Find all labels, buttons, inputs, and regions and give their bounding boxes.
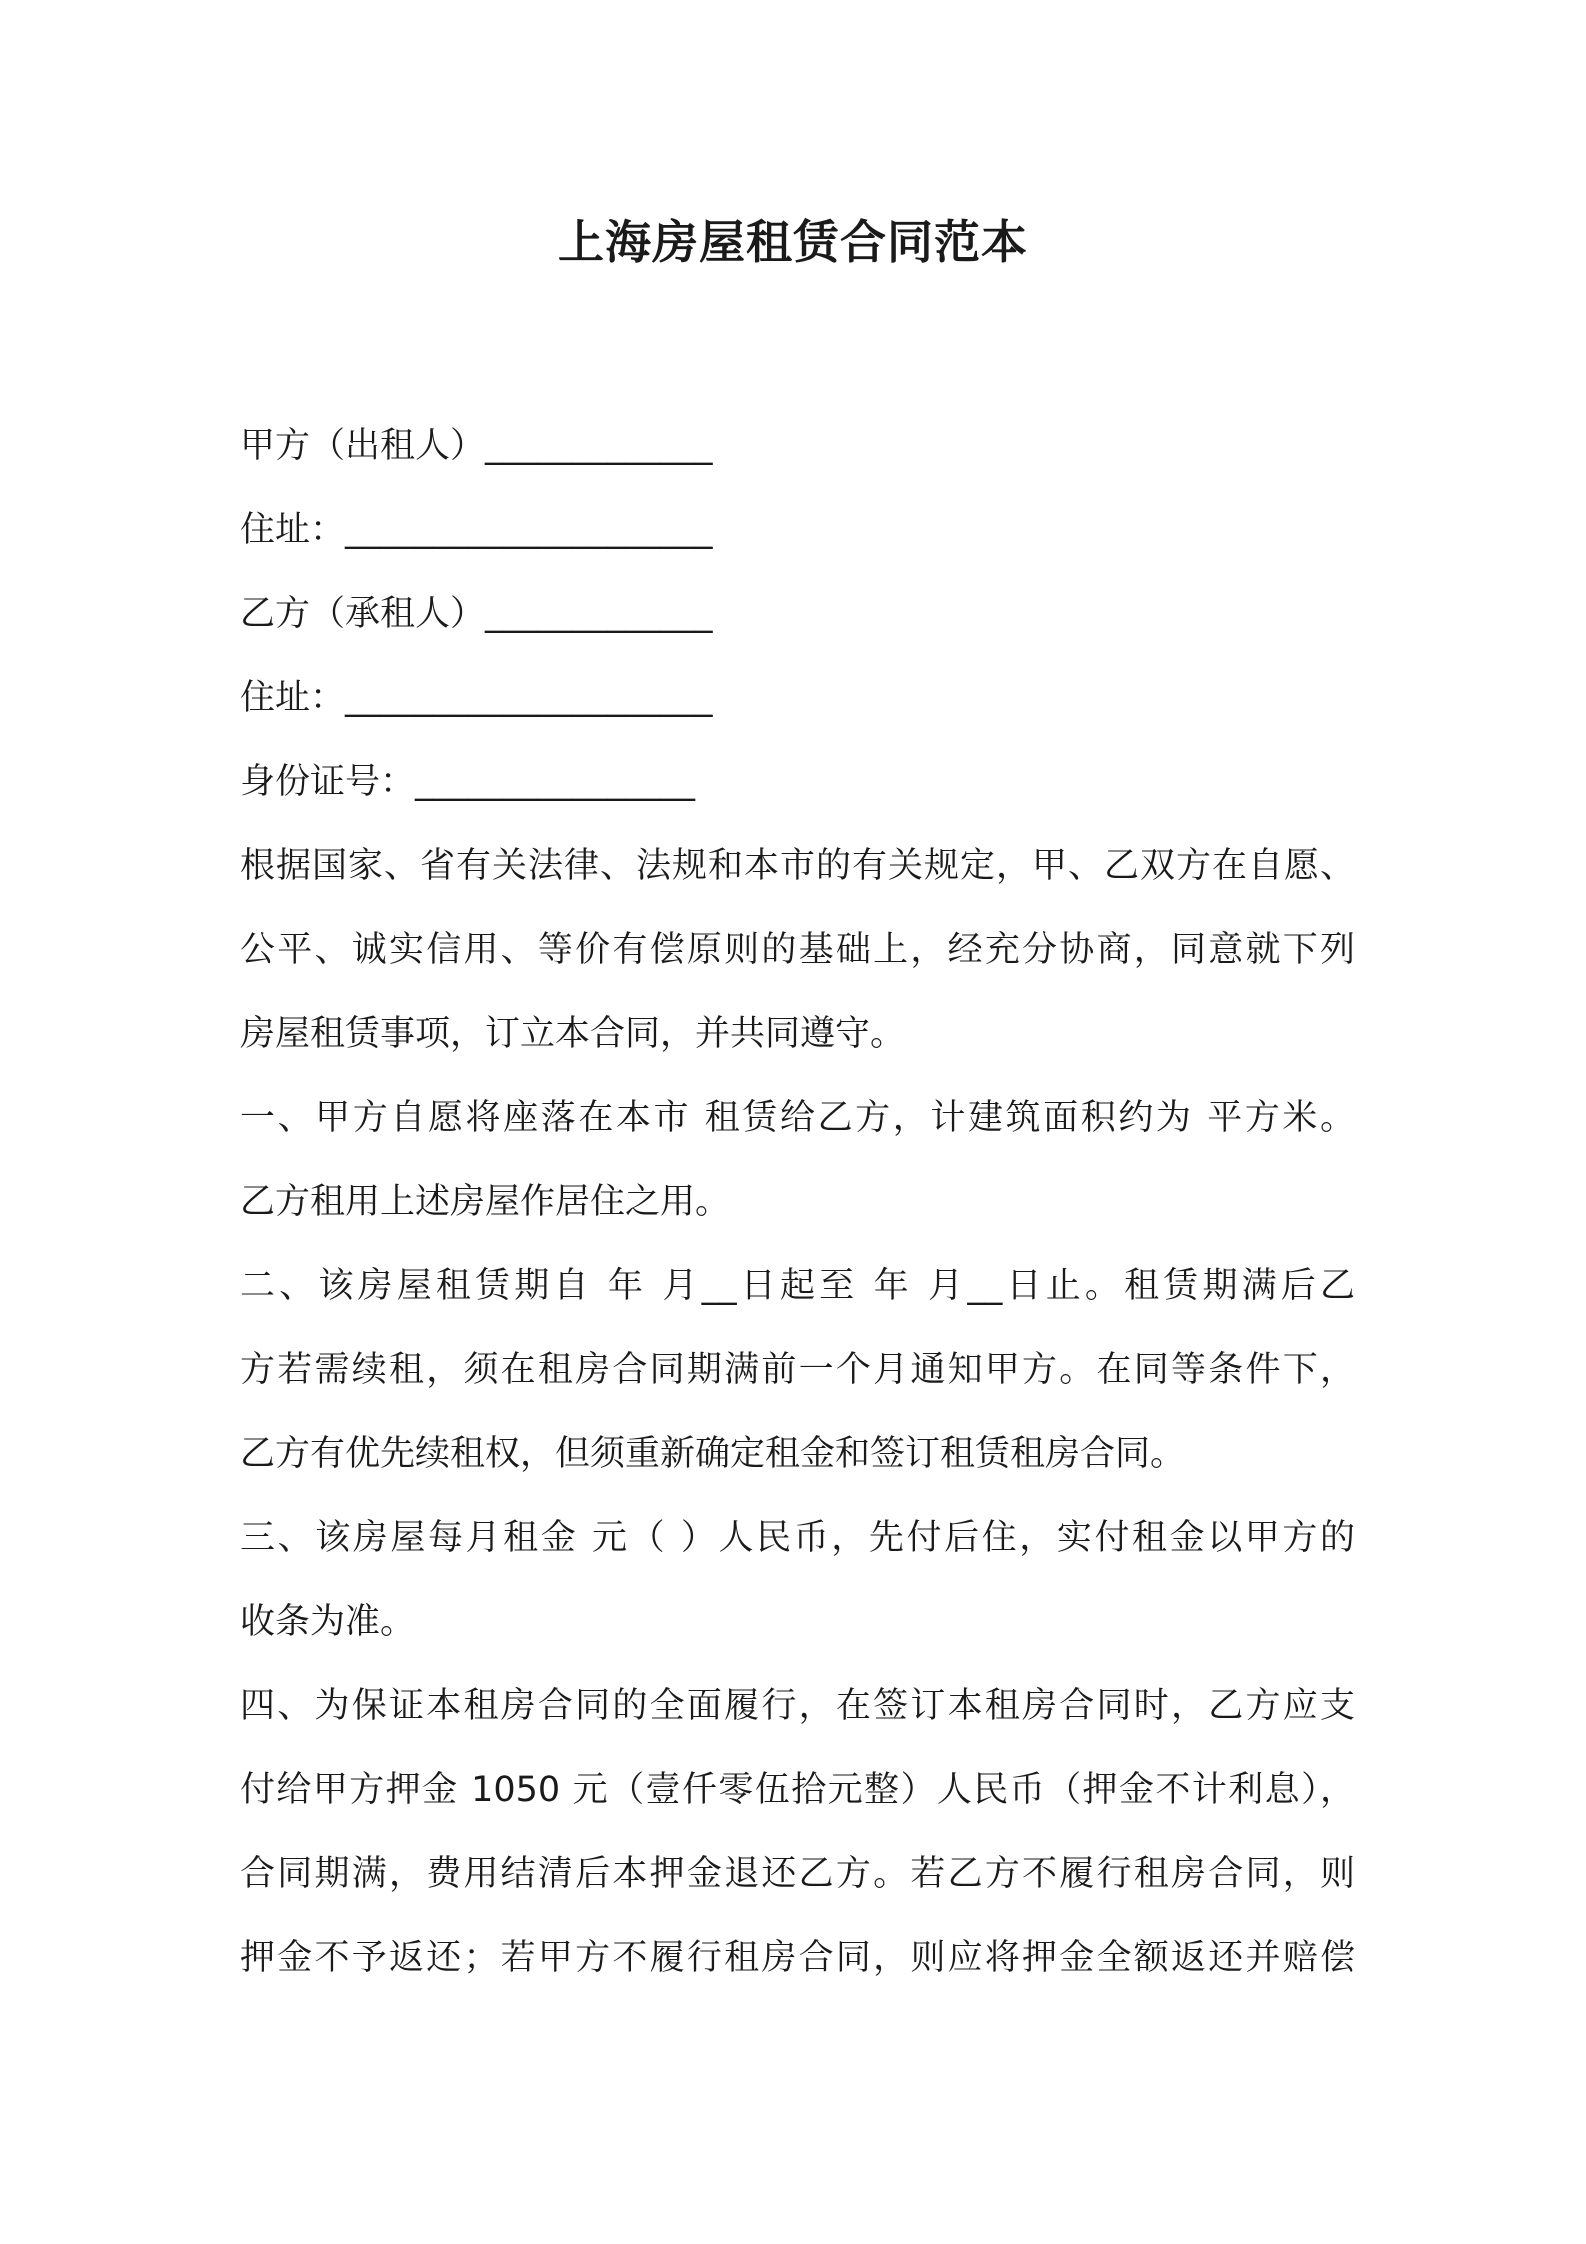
paragraph-line: 根据国家、省有关法律、法规和本市的有关规定，甲、乙双方在自愿、 — [240, 846, 1355, 886]
clause-2-line: 二、该房屋租赁期自 年 月__日起至 年 月__日止。租赁期满后乙 — [240, 1266, 1355, 1306]
party-a-address-line: 住址：_____________________ — [240, 510, 713, 550]
document-title: 上海房屋租赁合同范本 — [558, 215, 1028, 269]
clause-1-line: 一、甲方自愿将座落在本市 租赁给乙方，计建筑面积约为 平方米。 — [240, 1098, 1355, 1138]
clause-4-line: 押金不予返还；若甲方不履行租房合同，则应将押金全额返还并赔偿 — [240, 1938, 1355, 1978]
party-b-line: 乙方（承租人）_____________ — [240, 594, 713, 634]
clause-1-line: 乙方租用上述房屋作居住之用。 — [240, 1182, 731, 1222]
party-a-line: 甲方（出租人）_____________ — [240, 426, 713, 466]
clause-2-line: 乙方有优先续租权，但须重新确定租金和签订租赁租房合同。 — [240, 1434, 1186, 1474]
clause-4-line: 合同期满，费用结清后本押金退还乙方。若乙方不履行租房合同，则 — [240, 1854, 1355, 1894]
clause-3-line: 三、该房屋每月租金 元（ ）人民币，先付后住，实付租金以甲方的 — [240, 1518, 1355, 1558]
clause-4-line: 付给甲方押金 1050 元（壹仟零伍拾元整）人民币（押金不计利息）， — [240, 1770, 1355, 1810]
id-number-line: 身份证号：________________ — [240, 762, 696, 802]
clause-2-line: 方若需续租，须在租房合同期满前一个月通知甲方。在同等条件下， — [240, 1350, 1355, 1390]
clause-3-line: 收条为准。 — [240, 1602, 416, 1642]
clause-4-line: 四、为保证本租房合同的全面履行，在签订本租房合同时，乙方应支 — [240, 1686, 1355, 1726]
document-body — [240, 404, 1370, 2000]
paragraph-line: 公平、诚实信用、等价有偿原则的基础上，经充分协商，同意就下列 — [240, 930, 1355, 970]
party-b-address-line: 住址：_____________________ — [240, 678, 713, 718]
paragraph-line: 房屋租赁事项，订立本合同，并共同遵守。 — [240, 1014, 906, 1054]
